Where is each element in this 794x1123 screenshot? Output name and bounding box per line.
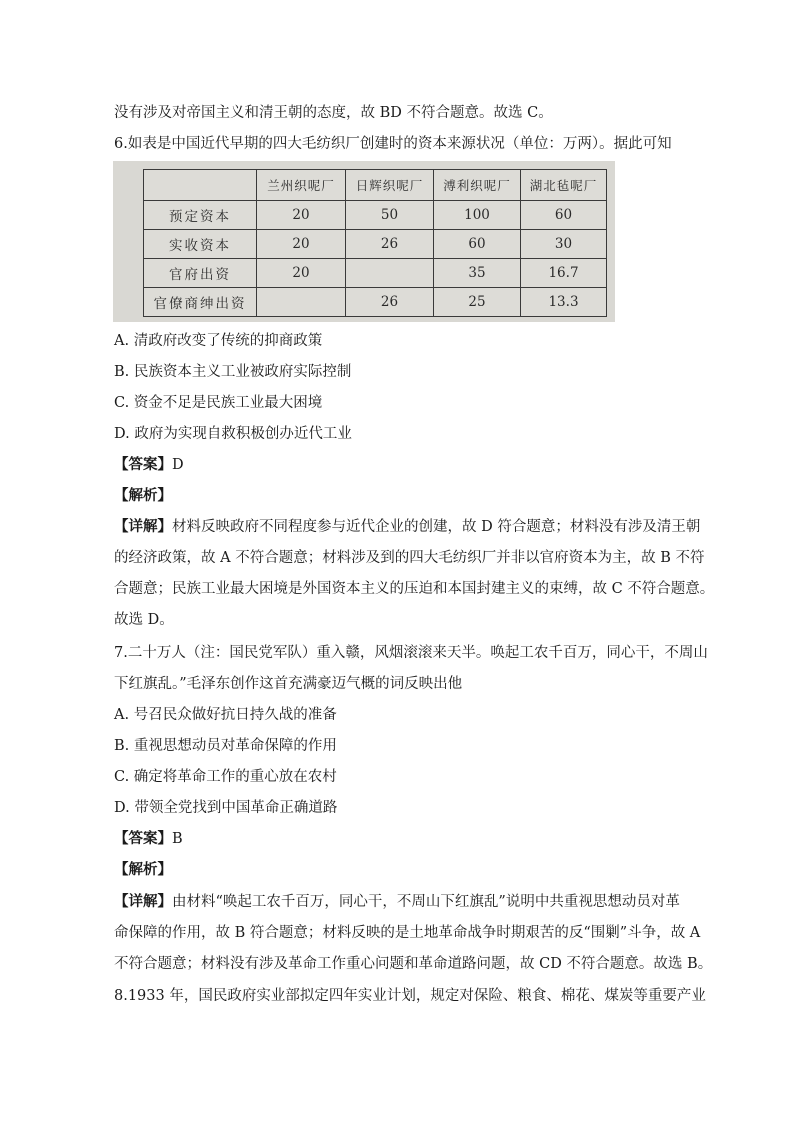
row-label: 官府出资 (144, 259, 257, 288)
detail-line: 故选 D。 (114, 612, 174, 628)
option-d: D. 政府为实现自救积极创办近代工业 (114, 426, 352, 442)
table-cell (346, 259, 434, 288)
row-label: 实收资本 (144, 230, 257, 259)
table-cell: 25 (434, 288, 521, 317)
answer-tag: 【答案】 (114, 830, 172, 847)
option-a: A. 号召民众做好抗日持久战的准备 (114, 707, 337, 723)
detail-line (114, 517, 700, 537)
question-8-stem: 8.1933 年，国民政府实业部拟定四年实业计划，规定对保险、粮食、棉花、煤炭等重要产业 (114, 988, 706, 1004)
table-header-cell: 日辉织呢厂 (346, 170, 434, 201)
answer-value: D (172, 457, 184, 473)
table-header-cell: 湖北毡呢厂 (521, 170, 607, 201)
table-cell: 26 (346, 288, 434, 317)
table-photo (113, 161, 615, 322)
table-cell: 26 (346, 230, 434, 259)
analysis-label: 【解析】 (114, 861, 172, 878)
answer-tag: 【答案】 (114, 456, 172, 473)
analysis-label: 【解析】 (114, 487, 172, 504)
table-row (144, 201, 607, 230)
table-row (144, 288, 607, 317)
table-cell: 30 (521, 230, 607, 259)
capital-source-table (143, 169, 607, 317)
row-label: 预定资本 (144, 201, 257, 230)
detail-line: 命保障的作用，故 B 符合题意；材料反映的是土地革命战争时期艰苦的反“围剿”斗争，故 A (114, 925, 701, 941)
table-row (144, 259, 607, 288)
analysis-tag (114, 860, 172, 880)
detail-tag: 【详解】 (114, 893, 172, 910)
analysis-tag (114, 486, 172, 506)
table-cell: 20 (257, 201, 346, 230)
text-line: 没有涉及对帝国主义和清王朝的态度，故 BD 不符合题意。故选 C。 (114, 105, 553, 121)
table-row (144, 230, 607, 259)
option-b: B. 重视思想动员对革命保障的作用 (114, 738, 337, 754)
table-cell: 20 (257, 259, 346, 288)
detail-line: 的经济政策，故 A 不符合题意；材料涉及到的四大毛纺织厂并非以官府资本为主，故 B 不符 (114, 550, 705, 566)
answer-line (114, 829, 183, 849)
table-header-cell: 溥利织呢厂 (434, 170, 521, 201)
table-cell: 16.7 (521, 259, 607, 288)
question-7-stem: 7.二十万人（注：国民党军队）重入赣，风烟滚滚来天半。唤起工农千百万，同心干，不周山 (114, 645, 708, 661)
row-label: 官僚商绅出资 (144, 288, 257, 317)
table-cell: 100 (434, 201, 521, 230)
detail-text: 由材料“唤起工农千百万，同心干，不周山下红旗乱”说明中共重视思想动员对革 (172, 894, 680, 910)
detail-text: 材料反映政府不同程度参与近代企业的创建，故 D 符合题意；材料没有涉及清王朝 (172, 519, 701, 535)
detail-line: 合题意；民族工业最大困境是外国资本主义的压迫和本国封建主义的束缚，故 C 不符合题意。 (114, 581, 715, 597)
table-header-row (144, 170, 607, 201)
answer-line (114, 455, 184, 475)
table-cell: 13.3 (521, 288, 607, 317)
table-cell: 20 (257, 230, 346, 259)
option-c: C. 确定将革命工作的重心放在农村 (114, 769, 337, 785)
table-header-cell (144, 170, 257, 201)
detail-line (114, 892, 680, 912)
table-header-cell: 兰州织呢厂 (257, 170, 346, 201)
table-cell: 35 (434, 259, 521, 288)
question-6-stem: 6.如表是中国近代早期的四大毛纺织厂创建时的资本来源状况（单位：万两）。据此可知 (114, 136, 672, 152)
table-cell: 50 (346, 201, 434, 230)
table-cell: 60 (434, 230, 521, 259)
option-b: B. 民族资本主义工业被政府实际控制 (114, 364, 352, 380)
option-a: A. 清政府改变了传统的抑商政策 (114, 333, 323, 349)
question-7-stem: 下红旗乱。”毛泽东创作这首充满豪迈气概的词反映出他 (114, 676, 463, 692)
table-cell (257, 288, 346, 317)
option-d: D. 带领全党找到中国革命正确道路 (114, 800, 338, 816)
detail-tag: 【详解】 (114, 518, 172, 535)
table-cell: 60 (521, 201, 607, 230)
detail-line: 不符合题意；材料没有涉及革命工作重心问题和革命道路问题，故 CD 不符合题意。故选 B。 (114, 956, 713, 972)
answer-value: B (172, 831, 183, 847)
option-c: C. 资金不足是民族工业最大困境 (114, 395, 323, 411)
